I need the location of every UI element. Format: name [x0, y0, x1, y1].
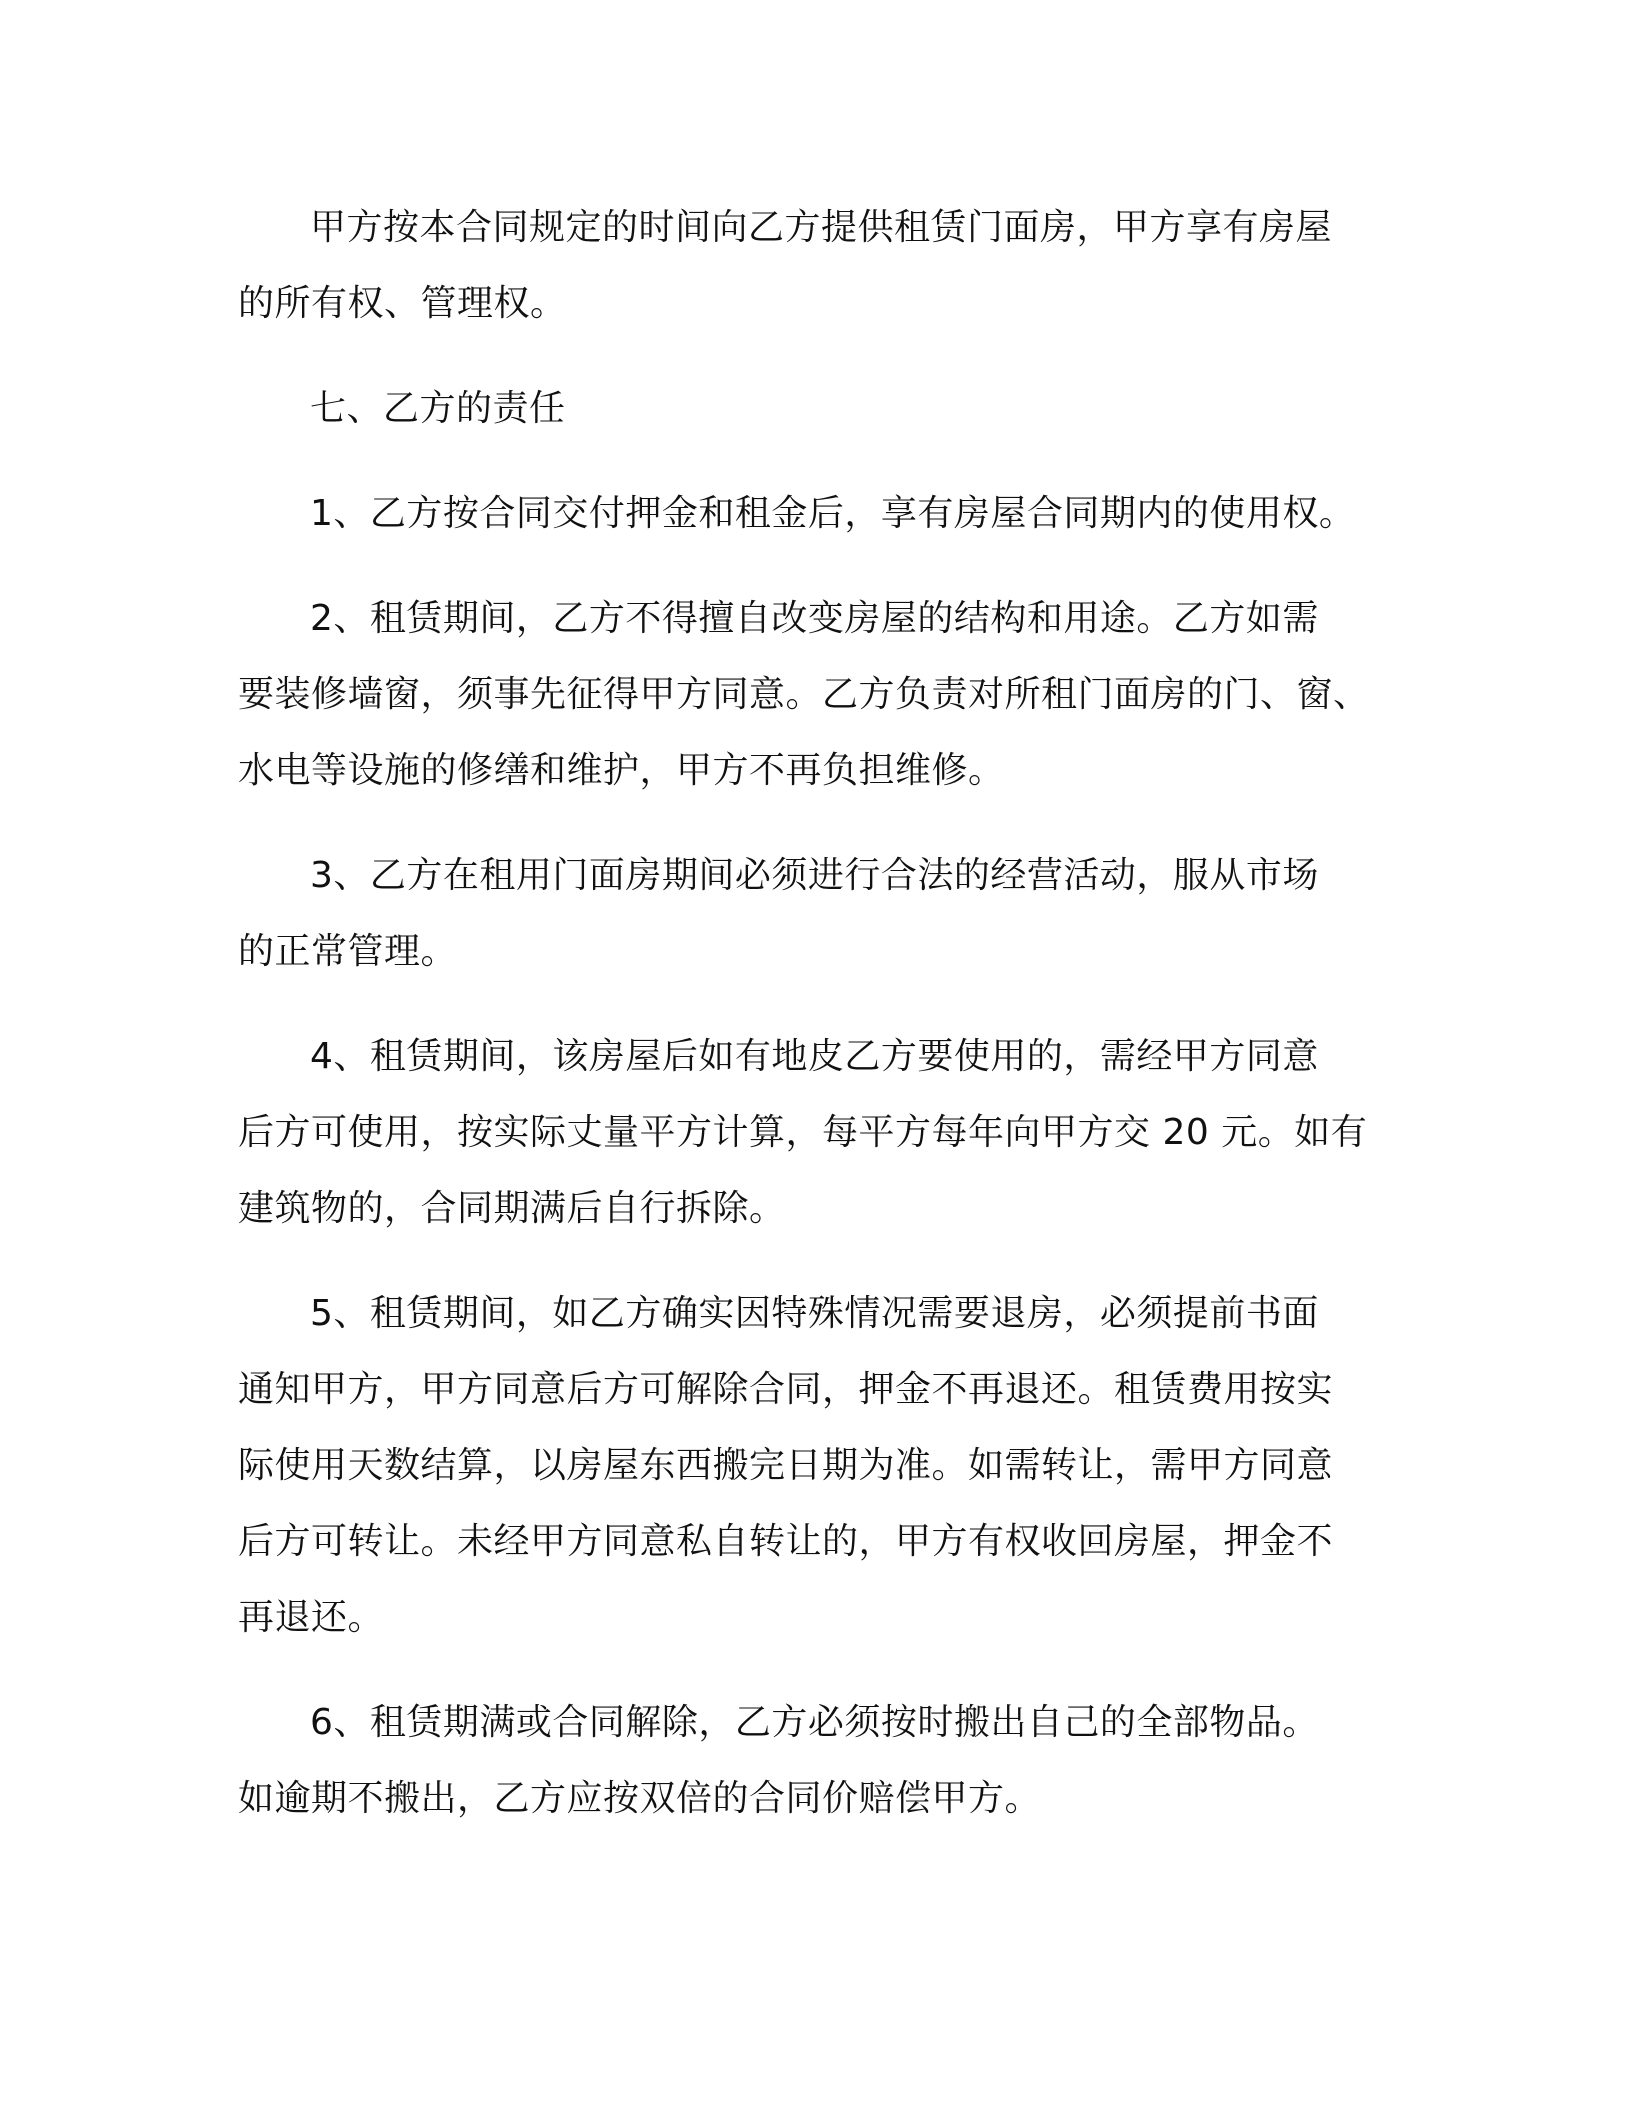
section-heading-tenant-responsibility [238, 371, 1394, 447]
text-line: 4、租赁期间，该房屋后如有地皮乙方要使用的，需经甲方同意 [310, 1036, 1319, 1077]
text-line: 6、租赁期满或合同解除，乙方必须按时搬出自己的全部物品。 [310, 1702, 1319, 1743]
clause-2 [238, 581, 1394, 809]
clause-6 [238, 1685, 1394, 1837]
clause-5 [238, 1276, 1394, 1656]
text-line: 再退还。 [238, 1597, 385, 1638]
text-line: 际使用天数结算，以房屋东西搬完日期为准。如需转让，需甲方同意 [238, 1445, 1334, 1486]
text-line: 建筑物的，合同期满后自行拆除。 [238, 1188, 786, 1229]
text-line: 甲方按本合同规定的时间向乙方提供租赁门面房，甲方享有房屋 [310, 207, 1333, 248]
text-line: 水电等设施的修缮和维护，甲方不再负担维修。 [238, 750, 1005, 791]
text-line: 的所有权、管理权。 [238, 283, 567, 324]
text-line: 通知甲方，甲方同意后方可解除合同，押金不再退还。租赁费用按实 [238, 1369, 1334, 1410]
clause-3 [238, 838, 1394, 990]
clause-4 [238, 1019, 1394, 1247]
section-heading: 七、乙方的责任 [310, 388, 566, 429]
document-body [238, 190, 1394, 1866]
clause-1 [238, 476, 1394, 552]
paragraph-owner-rights [238, 190, 1394, 342]
text-line: 3、乙方在租用门面房期间必须进行合法的经营活动，服从市场 [310, 855, 1319, 896]
text-line: 要装修墙窗，须事先征得甲方同意。乙方负责对所租门面房的门、窗、 [238, 674, 1370, 715]
text-line: 2、租赁期间，乙方不得擅自改变房屋的结构和用途。乙方如需 [310, 598, 1319, 639]
text-line: 的正常管理。 [238, 931, 458, 972]
text-line: 后方可转让。未经甲方同意私自转让的，甲方有权收回房屋，押金不 [238, 1521, 1334, 1562]
text-line: 5、租赁期间，如乙方确实因特殊情况需要退房，必须提前书面 [310, 1293, 1319, 1334]
text-line: 如逾期不搬出，乙方应按双倍的合同价赔偿甲方。 [238, 1778, 1042, 1819]
text-line: 后方可使用，按实际丈量平方计算，每平方每年向甲方交 20 元。如有 [238, 1112, 1368, 1153]
text-line: 1、乙方按合同交付押金和租金后，享有房屋合同期内的使用权。 [310, 493, 1356, 534]
